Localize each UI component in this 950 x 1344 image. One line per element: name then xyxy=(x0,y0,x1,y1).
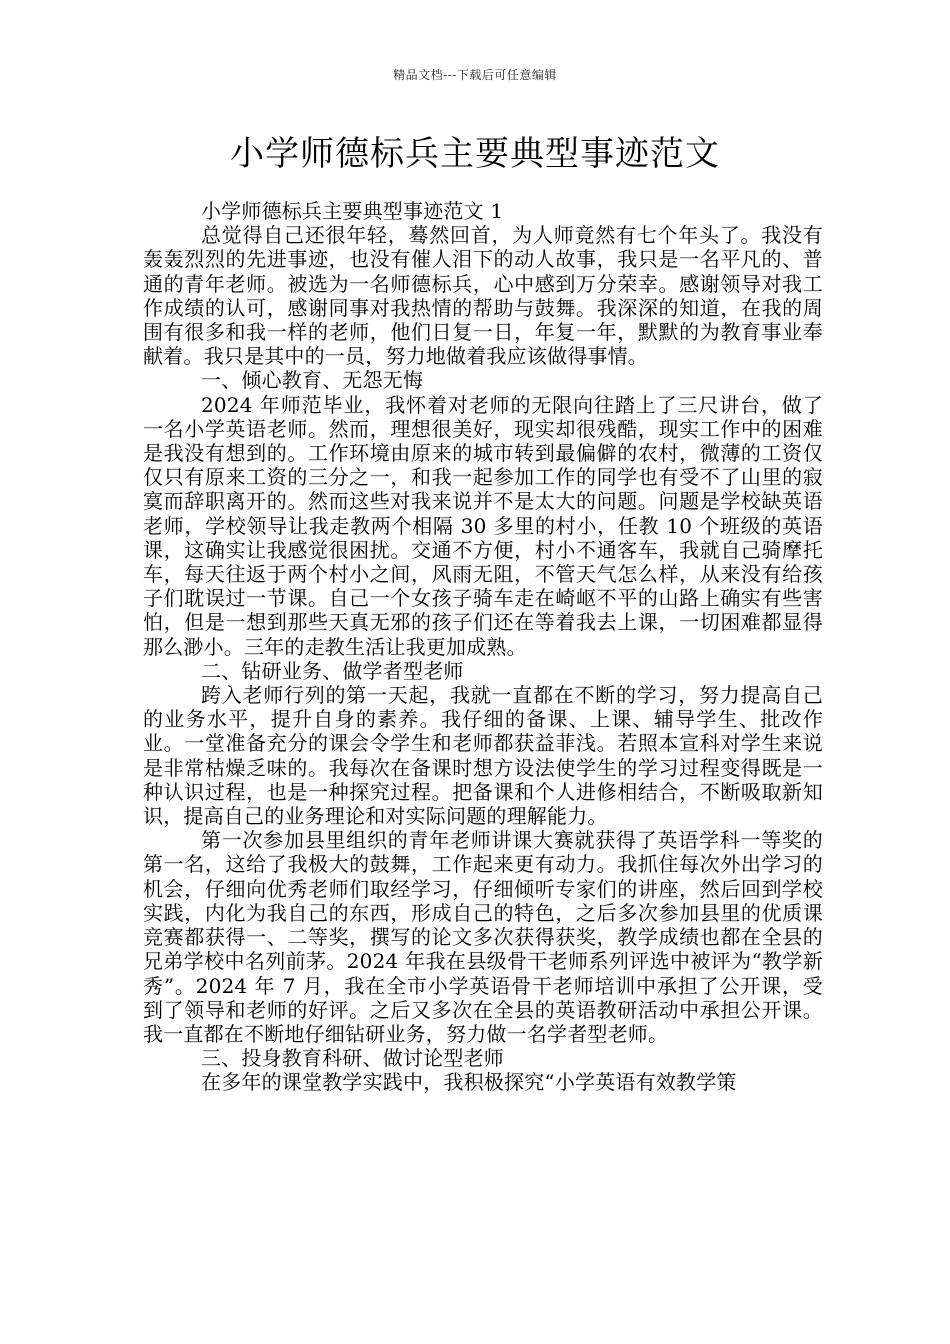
paragraph: 总觉得自己还很年轻，蓦然回首，为人师竟然有七个年头了。我没有轰轰烈烈的先进事迹，也没有催人泪下的动人故事，我只是一名平凡的、普通的青年老师。被选为一名师德标兵，心中感到万分荣幸。感谢领导对我工作成绩的认可，感谢同事对我热情的帮助与鼓舞。我深深的知道，在我的周围有很多和我一样的老师，他们日复一日，年复一年，默默的为教育事业奉献着。我只是其中的一员，努力地做着我应该做得事情。 xyxy=(143,223,823,369)
header-note: 精品文档---下载后可任意编辑 xyxy=(393,68,557,82)
document-title: 小学师德标兵主要典型事迹范文 xyxy=(230,134,720,174)
document-subtitle: 小学师德标兵主要典型事迹范文 1 xyxy=(201,199,504,223)
section-heading: 一、倾心教育、无怨无悔 xyxy=(201,368,424,393)
paragraph: 跨入老师行列的第一天起，我就一直都在不断的学习，努力提高自己的业务水平，提升自身的素养。我仔细的备课、上课、辅导学生、批改作业。一堂准备充分的课会令学生和老师都获益菲浅。若照本宣科对学生来说是非常枯燥乏味的。我每次在备课时想方设法使学生的学习过程变得既是一种认识过程，也是一种探究过程。把备课和个人进修相结合，不断吸取新知识，提高自己的业务理论和对实际问题的理解能力。 xyxy=(143,683,823,829)
document-body xyxy=(143,199,823,1095)
paragraph: 在多年的课堂教学实践中，我积极探究“小学英语有效教学策 xyxy=(201,1070,737,1095)
section-heading: 二、钻研业务、做学者型老师 xyxy=(201,658,464,683)
section-heading: 三、投身教育科研、做讨论型老师 xyxy=(201,1046,504,1071)
paragraph: 2024 年师范毕业，我怀着对老师的无限向往踏上了三尺讲台，做了一名小学英语老师。然而，理想很美好，现实却很残酷，现实工作中的困难是我没有想到的。工作环境由原来的城市转到最偏僻的农村，微薄的工资仅仅只有原来工资的三分之一，和我一起参加工作的同学也有受不了山里的寂寞而辞职离开的。然而这些对我来说并不是太大的问题。问题是学校缺英语老师，学校领导让我走教两个相隔 30 多里的村小，任教 10 个班级的英语课，这确实让我感觉很困扰。交通不方便，村小不通客车，我就自己骑摩托车，每天往返于两个村小之间，风雨无阻，不管天气怎么样，从来没有给孩子们耽误过一节课。自己一个女孩子骑车走在崎岖不平的山路上确实有些害怕，但是一想到那些天真无邪的孩子们还在等着我去上课，一切困难都显得那么渺小。三年的走教生活让我更加成熟。 xyxy=(143,392,823,659)
paragraph: 第一次参加县里组织的青年老师讲课大赛就获得了英语学科一等奖的第一名，这给了我极大的鼓舞，工作起来更有动力。我抓住每次外出学习的机会，仔细向优秀老师们取经学习，仔细倾听专家们的讲座，然后回到学校实践，内化为我自己的东西，形成自己的特色，之后多次参加县里的优质课竞赛都获得一、二等奖，撰写的论文多次获得获奖，教学成绩也都在全县的兄弟学校中名列前茅。2024 年我在县级骨干老师系列评选中被评为“教学新秀”。2024 年 7 月，我在全市小学英语骨干老师培训中承担了公开课，受到了领导和老师的好评。之后又多次在全县的英语教研活动中承担公开课。我一直都在不断地仔细钻研业务，努力做一名学者型老师。 xyxy=(143,828,823,1046)
